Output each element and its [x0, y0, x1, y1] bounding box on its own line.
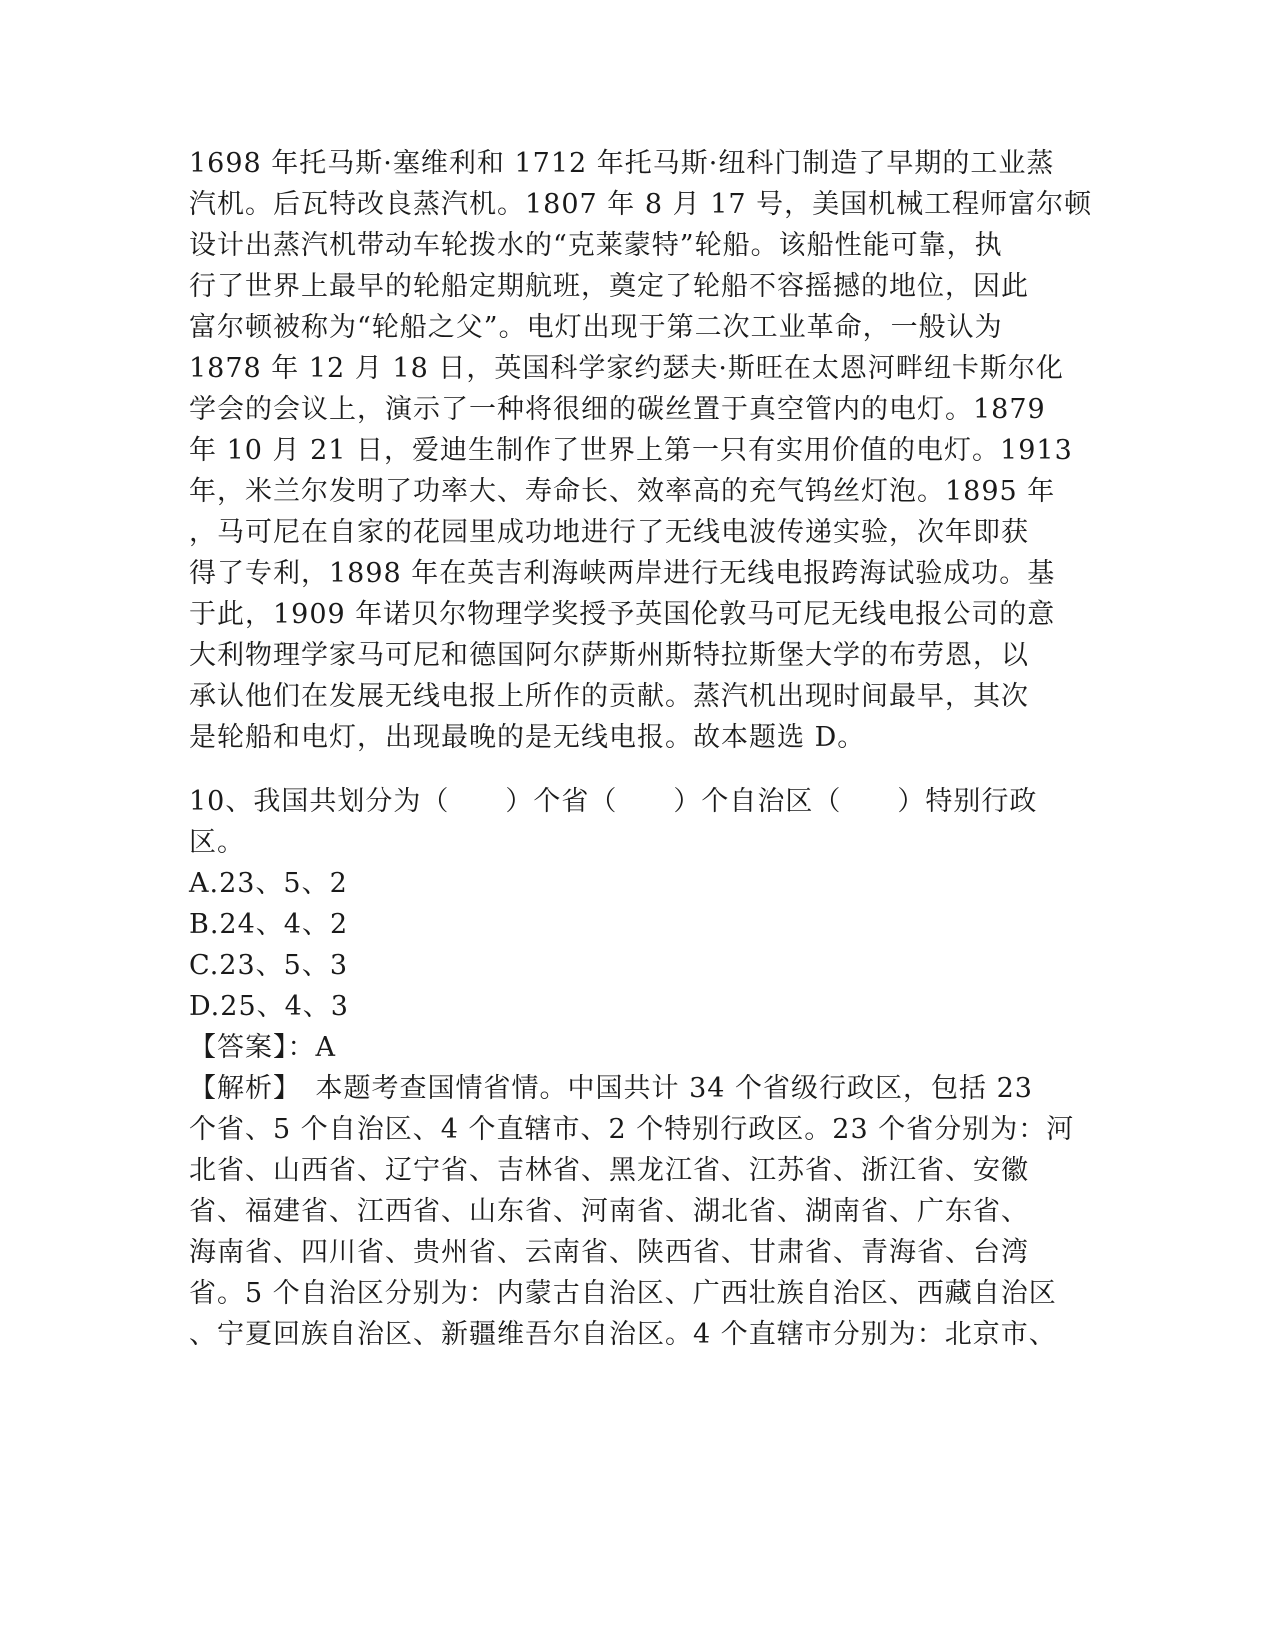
analysis-line: 省、福建省、江西省、山东省、河南省、湖北省、湖南省、广东省、 [189, 1196, 1029, 1227]
text-line: 富尔顿被称为“轮船之父”。电灯出现于第二次工业革命，一般认为 [189, 312, 1003, 343]
answer: 【答案】：A [189, 1032, 336, 1063]
text-line: 设计出蒸汽机带动车轮拨水的“克莱蒙特”轮船。该船性能可靠，执 [189, 230, 1003, 261]
option-c: C.23、5、3 [189, 950, 348, 981]
text-line: 于此，1909 年诺贝尔物理学奖授予英国伦敦马可尼无线电报公司的意 [189, 599, 1056, 630]
text-line: ，马可尼在自家的花园里成功地进行了无线电波传递实验，次年即获 [189, 517, 1029, 548]
option-a: A.23、5、2 [189, 868, 348, 899]
text-line: 1698 年托马斯·塞维利和 1712 年托马斯·纽科门制造了早期的工业蒸 [189, 148, 1055, 179]
text-line: 行了世界上最早的轮船定期航班，奠定了轮船不容摇撼的地位，因此 [189, 271, 1029, 302]
option-b: B.24、4、2 [189, 909, 349, 940]
analysis-line: 、宁夏回族自治区、新疆维吾尔自治区。4 个直辖市分别为：北京市、 [189, 1319, 1057, 1350]
analysis-line: 省。5 个自治区分别为：内蒙古自治区、广西壮族自治区、西藏自治区 [189, 1278, 1057, 1309]
analysis-line: 海南省、四川省、贵州省、云南省、陕西省、甘肃省、青海省、台湾 [189, 1237, 1029, 1268]
text-line: 汽机。后瓦特改良蒸汽机。1807 年 8 月 17 号，美国机械工程师富尔顿 [189, 189, 1093, 220]
text-line: 1878 年 12 月 18 日，英国科学家约瑟夫·斯旺在太恩河畔纽卡斯尔化 [189, 353, 1064, 384]
text-line: 得了专利，1898 年在英吉利海峡两岸进行无线电报跨海试验成功。基 [189, 558, 1056, 589]
analysis-line: 北省、山西省、辽宁省、吉林省、黑龙江省、江苏省、浙江省、安徽 [189, 1155, 1029, 1186]
question-stem-cont: 区。 [189, 827, 245, 858]
analysis-line: 【解析】 本题考查国情省情。中国共计 34 个省级行政区，包括 23 [189, 1073, 1033, 1104]
analysis-line: 个省、5 个自治区、4 个直辖市、2 个特别行政区。23 个省分别为：河 [189, 1114, 1075, 1145]
text-line: 大利物理学家马可尼和德国阿尔萨斯州斯特拉斯堡大学的布劳恩，以 [189, 640, 1029, 671]
text-line: 年 10 月 21 日，爱迪生制作了世界上第一只有实用价值的电灯。1913 [189, 435, 1073, 466]
text-line: 年，米兰尔发明了功率大、寿命长、效率高的充气钨丝灯泡。1895 年 [189, 476, 1056, 507]
option-d: D.25、4、3 [189, 991, 349, 1022]
question-stem: 10、我国共划分为（ ）个省（ ）个自治区（ ）特别行政 [189, 786, 1038, 817]
text-line: 学会的会议上，演示了一种将很细的碳丝置于真空管内的电灯。1879 [189, 394, 1046, 425]
text-line: 是轮船和电灯，出现最晚的是无线电报。故本题选 D。 [189, 722, 866, 753]
text-line: 承认他们在发展无线电报上所作的贡献。蒸汽机出现时间最早，其次 [189, 681, 1029, 712]
